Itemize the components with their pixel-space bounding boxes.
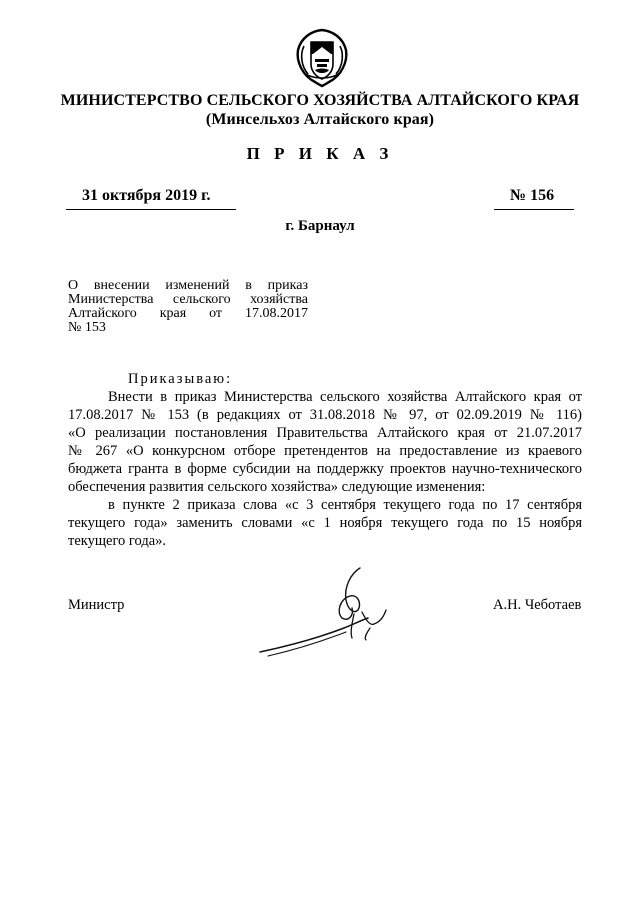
signer-position: Министр (68, 597, 125, 613)
ministry-name: МИНИСТЕРСТВО СЕЛЬСКОГО ХОЗЯЙСТВА АЛТАЙСКОГО КРАЯ (60, 92, 580, 109)
subject-line: Министерства сельского хозяйства (68, 292, 308, 307)
coat-of-arms-icon (291, 28, 353, 88)
ministry-short-name: (Минсельхоз Алтайского края) (205, 111, 435, 128)
order-word: Приказываю: (128, 371, 233, 387)
body-line: текущего года» заменить словами «с 1 ноября текущего года по 15 ноября (68, 515, 582, 531)
order-number: № 156 (510, 187, 555, 204)
body-line: «О реализации постановления Правительства Алтайского края от 21.07.2017 (68, 425, 582, 441)
subject-line: О внесении изменений в приказ (68, 278, 308, 293)
order-number-field (494, 187, 574, 210)
body-line: обеспечения развития сельского хозяйства» следующие изменения: (68, 479, 486, 495)
document-type-title: П Р И К А З (246, 144, 394, 163)
subject-line: Алтайского края от 17.08.2017 (68, 306, 308, 321)
body-line: текущего года». (68, 533, 167, 549)
order-date: 31 октября 2019 г. (82, 187, 211, 204)
body-line: в пункте 2 приказа слова «с 3 сентября текущего года по 17 сентября (108, 497, 582, 513)
body-line: 17.08.2017 № 153 (в редакциях от 31.08.2018 № 97, от 02.09.2019 № 116) (68, 407, 582, 423)
order-body (68, 388, 582, 550)
order-subject (68, 279, 308, 335)
body-line: № 267 «О конкурсном отборе претендентов на предоставление из краевого (68, 443, 582, 459)
signer-name: А.Н. Чеботаев (493, 597, 582, 613)
handwritten-signature-icon (258, 566, 388, 660)
subject-line: № 153 (68, 320, 106, 335)
body-line: бюджета гранта в форме субсидии на поддержку проектов научно-технического (68, 461, 582, 477)
body-line: Внести в приказ Министерства сельского хозяйства Алтайского края от (108, 389, 582, 405)
order-date-field (66, 187, 236, 210)
city: г. Барнаул (285, 218, 355, 234)
